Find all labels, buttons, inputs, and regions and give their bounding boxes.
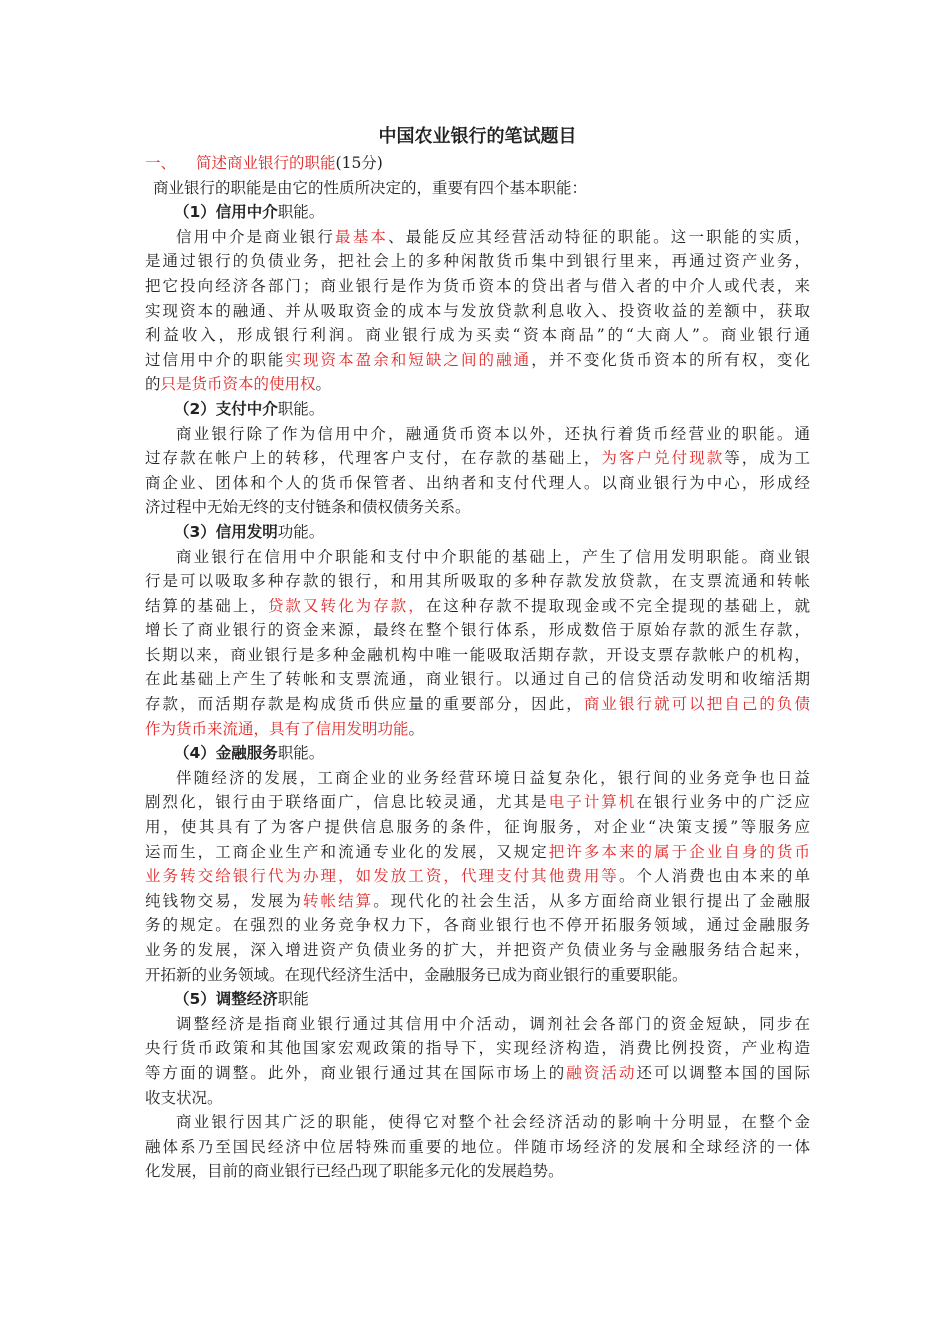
highlighted-text: 电子计算机 (548, 793, 637, 812)
text-run: 。个人消费也由本来的单 (618, 867, 810, 886)
text-run: （2）支付中介 (174, 399, 278, 418)
text-run: （5）调整经济 (174, 990, 278, 1009)
question-text: 简述商业银行的职能 (196, 154, 336, 172)
text-run: 过存款在帐户上的转移，代理客户支付，在存款的基础上， (145, 449, 602, 468)
paragraph-line: 用，使其具有了为客户提供信息服务的条件，征询服务，对企业“决策支援”等服务应 (145, 818, 810, 837)
paragraph-line: 商业银行在信用中介职能和支付中介职能的基础上，产生了信用发明职能。商业银 (176, 547, 810, 566)
text-run: 的 (145, 375, 161, 394)
section-heading-financial-services (174, 741, 810, 766)
text-run: 剧烈化，银行由于联络面广，信息比较灵通，尤其是 (145, 793, 549, 812)
text-run: 在银行业务中的广泛应 (636, 793, 810, 812)
highlighted-text: 商业银行就可以把自己的负债 (583, 695, 810, 714)
highlighted-text: 贷款又转化为存款， (267, 596, 426, 615)
text-run: 职能。 (277, 744, 325, 763)
text-run: 功能。 (277, 522, 325, 541)
paragraph-line: 商业银行除了作为信用中介，融通货币资本以外，还执行着货币经营业的职能。通 (176, 424, 810, 443)
question-heading (145, 151, 810, 176)
text-run: 纯钱物交易，发展为 (145, 891, 303, 910)
paragraph-line: 调整经济是指商业银行通过其信用中介活动，调剂社会各部门的资金短缺，同步在 (176, 1014, 810, 1033)
text-run: 存款，而活期存款是构成货币供应量的重要部分，因此， (145, 695, 584, 714)
text-run: 。 (315, 375, 332, 394)
text-run: 还可以调整本国的国际 (636, 1063, 810, 1082)
text-run: （3）信用发明 (174, 522, 278, 541)
text-run: 信用中介是商业银行 (176, 227, 336, 246)
highlighted-text: 最基本 (335, 227, 389, 246)
highlighted-text: 作为货币来流通，具有了信用发明功能 (145, 719, 409, 738)
document (145, 124, 810, 1184)
text-run: 。 (408, 719, 425, 738)
paragraph-line: 济过程中无始无终的支付链条和债权债务关系。 (145, 498, 471, 517)
question-score: (15分) (335, 154, 383, 172)
paragraph-line: 业务的发展，深入增进资产负债业务的扩大，并把资产负债业务与金融服务结合起来， (145, 941, 810, 959)
section-heading-payment-intermediary (174, 397, 810, 422)
paragraph-line: 商业银行因其广泛的职能，使得它对整个社会经济活动的影响十分明显，在整个金 (176, 1113, 810, 1132)
text-run: 在这种存款不提取现金或不完全提现的基础上，就 (425, 596, 810, 615)
paragraph-line (145, 790, 810, 815)
text-run: 等方面的调整。此外，商业银行通过其在国际市场上的 (145, 1063, 567, 1082)
paragraph-line: 开拓新的业务领域。在现代经济生活中，金融服务已成为商业银行的重要职能。 (145, 965, 688, 984)
paragraph-line: 央行货币政策和其他国家宏观政策的指导下，实现经济构造，消费比例投资，产业构造 (145, 1039, 810, 1058)
document-title: 中国农业银行的笔试题目 (378, 126, 577, 147)
section-heading-credit-creation (174, 520, 810, 545)
text-run: 、最能反应其经营活动特征的职能。这一职能的实质， (388, 227, 810, 246)
paragraph-line: 化发展，目前的商业银行已经凸现了职能多元化的发展趋势。 (145, 1162, 564, 1181)
text-run: ，并不变化货币资本的所有权，变化 (531, 350, 810, 369)
paragraph-line (145, 692, 810, 717)
intro-line: 商业银行的职能是由它的性质所决定的，重要有四个基本职能： (153, 178, 588, 197)
highlighted-text: 实现资本盈余和短缺之间的融通 (285, 350, 532, 369)
text-run: 结算的基础上， (145, 596, 268, 615)
paragraph-line: 在此基础上产生了转帐和支票流通，商业银行。以通过自己的信贷活动发明和收缩活期 (145, 670, 810, 689)
paragraph-line (145, 446, 810, 471)
paragraph-line: 商企业、团体和个人的货币保管者、出纳者和支付代理人。以商业银行为中心，形成经 (145, 473, 810, 492)
highlighted-text: 业务转交给银行代为办理，如发放工资，代理支付其他费用等 (145, 867, 619, 886)
paragraph-line: 伴随经济的发展，工商企业的业务经营环境日益复杂化，银行间的业务竞争也日益 (176, 768, 810, 787)
paragraph-line: 是通过银行的负债业务，把社会上的多种闲散货币集中到银行里来，再通过资产业务， (145, 252, 810, 271)
paragraph-line: 行是可以吸取多种存款的银行，和用其所吸取的多种存款发放贷款，在支票流通和转帐 (145, 572, 810, 591)
paragraph-line: 融体系乃至国民经济中位居特殊而重要的地位。伴随市场经济的发展和全球经济的一体 (145, 1137, 810, 1156)
text-run: 过信用中介的职能 (145, 350, 286, 369)
highlighted-text: 转帐结算 (302, 891, 374, 910)
text-run: 职能。 (277, 399, 325, 418)
text-run: （4）金融服务 (174, 744, 278, 763)
paragraph-line (145, 225, 810, 250)
paragraph-line (145, 840, 810, 865)
paragraph-line (145, 1061, 810, 1086)
paragraph-line (145, 889, 810, 914)
paragraph-line: 把它投向经济各部门；商业银行是作为货币资本的贷出者与借入者的中介人或代表，来 (145, 276, 810, 295)
paragraph-line: 增长了商业银行的资金来源，最终在整个银行体系，形成数倍于原始存款的派生存款， (145, 621, 810, 640)
section-heading-economic-regulation (174, 987, 810, 1012)
highlighted-text: 为客户兑付现款 (601, 449, 725, 468)
paragraph-line (145, 717, 810, 742)
question-number: 一、 (145, 154, 177, 172)
text-run: 职能 (277, 990, 309, 1009)
section-heading-credit-intermediary: （1）信用中介职能。 (174, 203, 325, 222)
paragraph-line (145, 372, 810, 397)
text-run: 等，成为工 (724, 449, 810, 468)
highlighted-text: 融资活动 (566, 1063, 637, 1082)
paragraph-line: 实现资本的融通、并从吸取资金的成本与发放贷款利息收入、投资收益的差额中，获取 (145, 301, 810, 320)
highlighted-text: 只是货币资本的使用权 (160, 375, 316, 394)
paragraph-line: 务的规定。在强烈的业务竞争权力下，各商业银行也不停开拓服务领域，通过金融服务 (145, 916, 810, 935)
paragraph-line: 长期以来，商业银行是多种金融机构中唯一能吸取活期存款，开设支票存款帐户的机构， (145, 645, 810, 664)
text-run: 运而生，工商企业生产和流通专业化的发展，又规定 (145, 842, 549, 861)
text-run: 。现代化的社会生活，从多方面给商业银行提出了金融服 (373, 891, 810, 910)
paragraph-line: 利益收入，形成银行利润。商业银行成为买卖“资本商品”的“大商人”。商业银行通 (145, 326, 810, 345)
highlighted-text: 把许多本来的属于企业自身的货币 (548, 842, 810, 861)
paragraph-line (145, 348, 810, 373)
paragraph-line (145, 594, 810, 619)
paragraph-line: 收支状况。 (145, 1088, 223, 1107)
paragraph-line (145, 864, 810, 889)
